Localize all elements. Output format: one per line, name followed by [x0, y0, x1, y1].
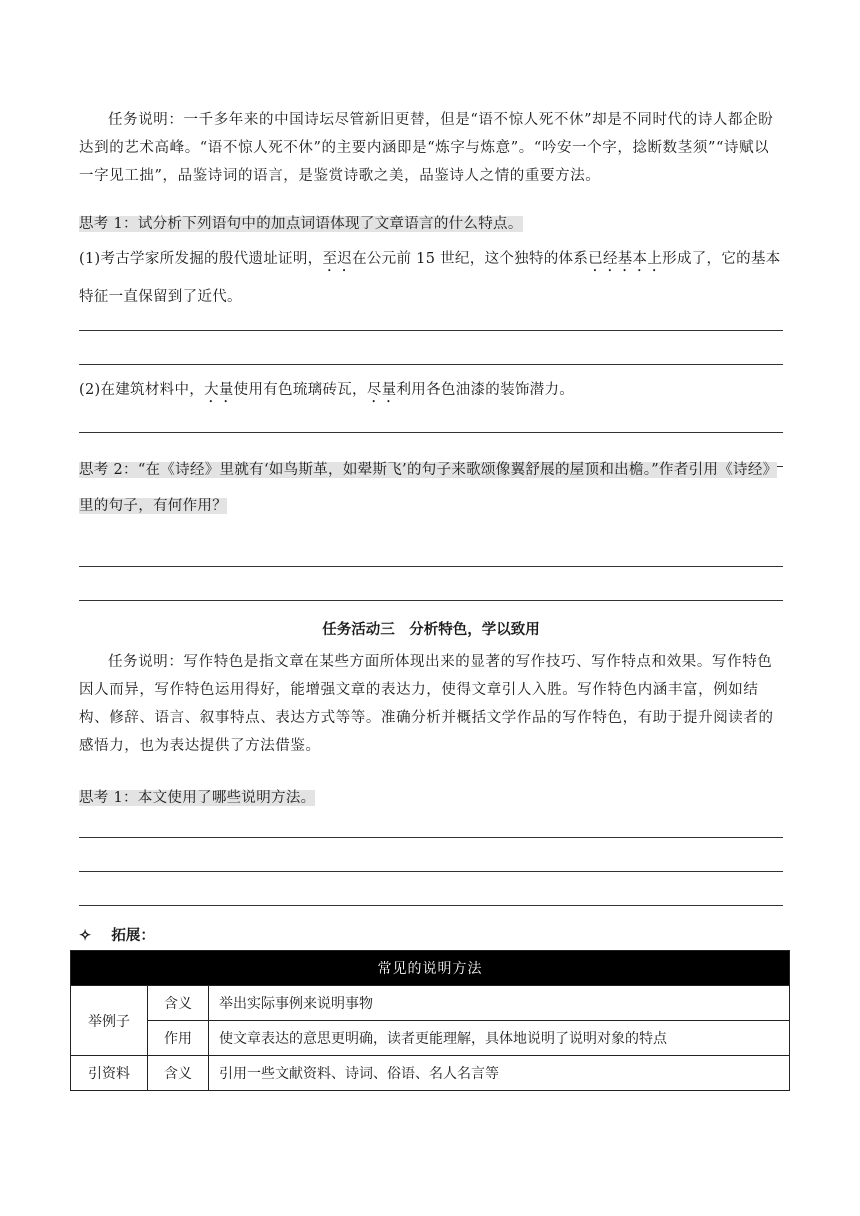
methods-table [70, 950, 790, 1091]
q2-dotted-word-2: 尽量 [366, 382, 397, 398]
question-1 [79, 240, 783, 316]
q2-dotted-word-1: 大量 [204, 382, 234, 398]
table-row [71, 986, 790, 1021]
think1-text: 思考 1：试分析下列语句中的加点词语体现了文章语言的什么特点。 [79, 216, 523, 232]
answer-line[interactable] [79, 905, 783, 906]
task3-think1-text: 思考 1：本文使用了哪些说明方法。 [79, 790, 316, 806]
answer-line[interactable] [79, 566, 783, 567]
q1-text-b: 在公元前 15 世纪，这个独特的体系 [352, 251, 589, 267]
q1-text-c: 形成了，它的基本特征一直保留到了近代。 [79, 251, 781, 305]
answer-line[interactable] [79, 871, 783, 872]
extension-label [79, 924, 155, 945]
task3-desc-label: 任务说明： [108, 654, 184, 670]
task2-desc-text: 一千多年来的中国诗坛尽管新旧更替，但是“语不惊人死不休”却是不同时代的诗人都企盼达到的艺术高峰。“语不惊人死不休”的主要内涵即是“炼字与炼意”。“吟安一个字，捻断数茎须”“诗赋以一字见工拙”，品鉴诗词的语言，是鉴赏诗歌之美，品鉴诗人之情的重要方法。 [79, 112, 774, 184]
method-text: 使文章表达的意思更明确，读者更能理解，具体地说明了说明对象的特点 [209, 1021, 790, 1056]
task3-heading: 任务活动三 分析特色，学以致用 [322, 621, 540, 638]
answer-line[interactable] [79, 600, 783, 601]
task2-description [79, 106, 783, 190]
answer-line[interactable] [79, 432, 783, 433]
method-kind: 作用 [148, 1021, 209, 1056]
extension-label-text: 拓展： [111, 927, 155, 944]
q1-text-a: (1)考古学家所发掘的殷代遗址证明， [79, 251, 323, 267]
think2-text: 思考 2：“在《诗经》里就有‘如鸟斯革，如翚斯飞’的句子来歌颂像翼舒展的屋顶和出檐。”作者引用《诗经》里的句子，有何作用？ [79, 462, 778, 514]
q2-text-c: 利用各色油漆的装饰潜力。 [396, 382, 575, 398]
method-name: 举例子 [71, 986, 148, 1056]
task3-description [79, 648, 783, 760]
task2-desc-label: 任务说明： [108, 112, 184, 128]
q2-text-b: 使用有色琉璃砖瓦， [233, 382, 367, 398]
method-name: 引资料 [71, 1056, 148, 1091]
task3-think1-prompt [79, 784, 783, 812]
answer-line[interactable] [79, 837, 783, 838]
table-row [71, 1021, 790, 1056]
task3-desc-text: 写作特色是指文章在某些方面所体现出来的显著的写作技巧、写作特点和效果。写作特色因人而异，写作特色运用得好，能增强文章的表达力，使得文章引人入胜。写作特色内涵丰富，例如结构、修辞、语言、叙事特点、表达方式等等。准确分析并概括文学作品的写作特色，有助于提升阅读者的感悟力，也为表达提供了方法借鉴。 [79, 654, 774, 754]
method-text: 引用一些文献资料、诗词、俗语、名人名言等 [209, 1056, 790, 1091]
table-title: 常见的说明方法 [71, 951, 790, 986]
q1-dotted-word-1: 至迟 [322, 251, 353, 267]
method-kind: 含义 [148, 986, 209, 1021]
q2-text-a: (2)在建筑材料中， [79, 382, 205, 398]
sparkle-icon: ✧ [79, 927, 92, 944]
answer-line[interactable] [79, 330, 783, 331]
think2-prompt [79, 452, 783, 524]
answer-line[interactable] [79, 364, 783, 365]
q1-dotted-word-2: 已经基本上 [588, 251, 663, 267]
method-text: 举出实际事例来说明事物 [209, 986, 790, 1021]
think1-prompt [79, 210, 783, 238]
method-kind: 含义 [148, 1056, 209, 1091]
question-2 [79, 376, 783, 406]
table-row [71, 1056, 790, 1091]
